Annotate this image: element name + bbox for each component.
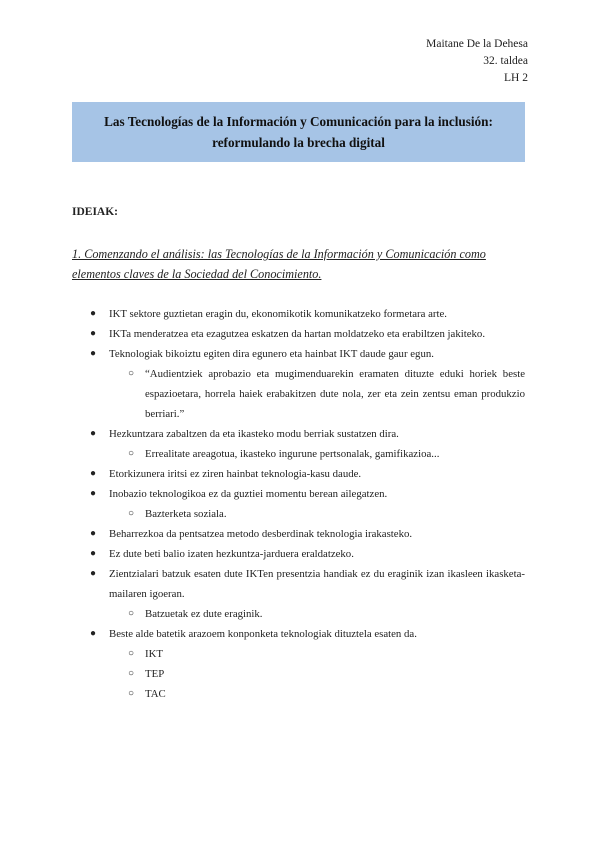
title-line-2: reformulando la brecha digital <box>212 135 385 150</box>
list-item <box>72 524 525 544</box>
list-item <box>72 304 525 324</box>
hollow-bullet-icon: ○ <box>128 448 135 459</box>
list-item-text: Inobazio teknologikoa ez da guztiei momentu berean ailegatzen. <box>109 488 388 500</box>
sub-list-item <box>72 644 525 664</box>
course-label: LH 2 <box>504 72 528 84</box>
title-box <box>72 102 525 162</box>
author-name: Maitane De la Dehesa <box>426 38 528 50</box>
ideiak-heading: IDEIAK: <box>72 206 119 218</box>
list-item-text: Errealitate areagotua, ikasteko ingurune pertsonalak, gamifikazioa... <box>145 448 440 460</box>
list-item-text: Teknologiak bikoiztu egiten dira egunero eta hainbat IKT daude gaur egun. <box>109 348 434 360</box>
section-heading-line-2: elementos claves de la Sociedad del Conocimiento. <box>72 267 322 281</box>
section-heading <box>72 244 525 284</box>
bullet-icon: ● <box>90 328 97 339</box>
hollow-bullet-icon: ○ <box>128 608 135 619</box>
list-item <box>72 464 525 484</box>
list-item-text: “Audientziek aprobazio eta mugimenduarekin eramaten dituzte eduki horiek beste espazioetara, horrela haiek erabakitzen dute nola, zer eta zein zentsu eman produkzio berriari.” <box>145 368 525 420</box>
hollow-bullet-icon: ○ <box>128 668 135 679</box>
list-item-text: Hezkuntzara zabaltzen da eta ikasteko modu berriak sustatzen dira. <box>109 428 399 440</box>
document-header <box>426 36 528 87</box>
list-item <box>72 544 525 564</box>
bullet-icon: ● <box>90 308 97 319</box>
hollow-bullet-icon: ○ <box>128 508 135 519</box>
sub-list-item <box>72 364 525 424</box>
list-item <box>72 324 525 344</box>
list-item-text: Ez dute beti balio izaten hezkuntza-jarduera eraldatzeko. <box>109 548 354 560</box>
list-item-text: IKT <box>145 648 163 660</box>
list-item-text: Zientzialari batzuk esaten dute IKTen presentzia handiak ez du eraginik izan ikasleen ikasketa-mailaren igoeran. <box>109 568 525 600</box>
list-item-text: Batzuetak ez dute eraginik. <box>145 608 263 620</box>
list-item <box>72 344 525 364</box>
hollow-bullet-icon: ○ <box>128 648 135 659</box>
hollow-bullet-icon: ○ <box>128 688 135 699</box>
sub-list-item <box>72 684 525 704</box>
bullet-icon: ● <box>90 488 97 499</box>
list-item-text: TEP <box>145 668 165 680</box>
list-item-text: Bazterketa soziala. <box>145 508 227 520</box>
bullet-icon: ● <box>90 568 97 579</box>
sub-list-item <box>72 664 525 684</box>
title-line-1: Las Tecnologías de la Información y Comunicación para la inclusión: <box>104 114 493 129</box>
list-item <box>72 484 525 504</box>
list-item-text: Etorkizunera iritsi ez ziren hainbat teknologia-kasu daude. <box>109 468 362 480</box>
list-item-text: Beharrezkoa da pentsatzea metodo desberdinak teknologia irakasteko. <box>109 528 413 540</box>
bullet-icon: ● <box>90 348 97 359</box>
bullet-icon: ● <box>90 548 97 559</box>
hollow-bullet-icon: ○ <box>128 368 135 379</box>
list-item-text: IKTa menderatzea eta ezagutzea eskatzen da hartan moldatzeko eta erabiltzen jakiteko. <box>109 328 486 340</box>
sub-list-item <box>72 444 525 464</box>
bullet-icon: ● <box>90 528 97 539</box>
bullet-list <box>72 304 525 704</box>
list-item-text: TAC <box>145 688 166 700</box>
bullet-icon: ● <box>90 428 97 439</box>
list-item <box>72 564 525 604</box>
list-item <box>72 624 525 644</box>
section-heading-line-1: 1. Comenzando el análisis: las Tecnologías de la Información y Comunicación como <box>72 247 486 261</box>
document-title <box>98 111 499 153</box>
sub-list-item <box>72 604 525 624</box>
sub-list-item <box>72 504 525 524</box>
list-item <box>72 424 525 444</box>
group-label: 32. taldea <box>483 55 528 67</box>
bullet-icon: ● <box>90 628 97 639</box>
list-item-text: Beste alde batetik arazoem konponketa teknologiak dituztela esaten da. <box>109 628 417 640</box>
list-item-text: IKT sektore guztietan eragin du, ekonomikotik komunikatzeko formetara arte. <box>109 308 447 320</box>
bullet-icon: ● <box>90 468 97 479</box>
